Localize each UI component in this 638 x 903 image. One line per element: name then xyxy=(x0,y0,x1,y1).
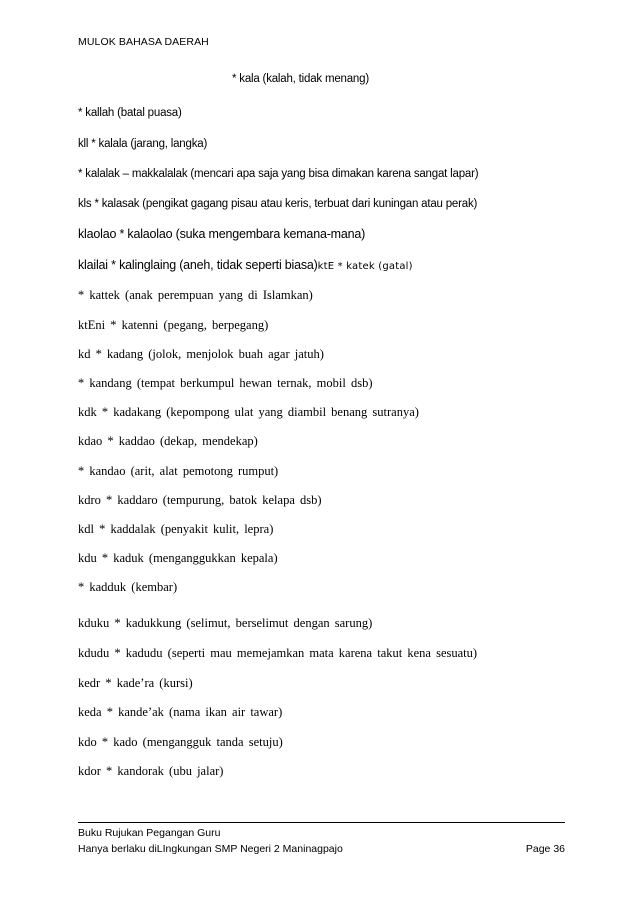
entry-kadudu: kdudu * kadudu (seperti mau memejamkan mata karena takut kena sesuatu) xyxy=(78,646,478,660)
entry-kandang: * kandang (tempat berkumpul hewan ternak, mobil dsb) xyxy=(78,376,373,390)
entry-kalinglaing: klailai * kalinglaing (aneh, tidak seperti biasa) xyxy=(78,258,318,272)
entry-kalalak: * kalalak – makkalalak (mencari apa saja yang bisa dimakan karena sangat lapar) xyxy=(78,168,479,180)
entry-kado: kdo * kado (mengangguk tanda setuju) xyxy=(78,735,283,749)
entry-kaduk: kdu * kaduk (menganggukkan kepala) xyxy=(78,551,278,565)
entry-kandao: * kandao (arit, alat pemotong rumput) xyxy=(78,464,279,478)
entry-kadang: kd * kadang (jolok, menjolok buah agar jatuh) xyxy=(78,347,324,361)
entry-kaddaro: kdro * kaddaro (tempurung, batok kelapa dsb) xyxy=(78,493,322,507)
entry-kandeak: keda * kande’ak (nama ikan air tawar) xyxy=(78,705,283,719)
footer-divider xyxy=(78,822,565,823)
entry-kattek: * kattek (anak perempuan yang di Islamkan) xyxy=(78,288,313,302)
footer-book-title: Buku Rujukan Pegangan Guru xyxy=(78,827,221,839)
entry-kadera: kedr * kade’ra (kursi) xyxy=(78,676,193,690)
entry-kallah: * kallah (batal puasa) xyxy=(78,107,182,119)
entry-kalaolao: klaolao * kalaolao (suka mengembara kemana-mana) xyxy=(78,227,366,241)
entry-katek: ktE * katek (gatal) xyxy=(317,261,413,272)
entry-kalinglaing-katek xyxy=(78,257,413,273)
entry-kandorak: kdor * kandorak (ubu jalar) xyxy=(78,764,224,778)
entry-kadakang: kdk * kadakang (kepompong ulat yang diambil benang sutranya) xyxy=(78,405,419,419)
entry-kadukkung: kduku * kadukkung (selimut, berselimut dengan sarung) xyxy=(78,616,373,630)
entry-katenni: ktEni * katenni (pegang, berpegang) xyxy=(78,318,269,332)
entry-kadduk: * kadduk (kembar) xyxy=(78,580,178,594)
entry-kalasak: kls * kalasak (pengikat gagang pisau atau keris, terbuat dari kuningan atau perak) xyxy=(78,198,478,210)
entry-kalala: kll * kalala (jarang, langka) xyxy=(78,138,208,150)
page-number: Page 36 xyxy=(525,843,565,855)
page-header: MULOK BAHASA DAERAH xyxy=(78,36,209,48)
footer-note: Hanya berlaku diLIngkungan SMP Negeri 2 Maninagpajo xyxy=(78,843,343,855)
entry-kaddao: kdao * kaddao (dekap, mendekap) xyxy=(78,434,258,448)
footer-row xyxy=(78,843,565,855)
entry-kaddalak: kdl * kaddalak (penyakit kulit, lepra) xyxy=(78,522,274,536)
entry-kala: * kala (kalah, tidak menang) xyxy=(232,73,369,85)
